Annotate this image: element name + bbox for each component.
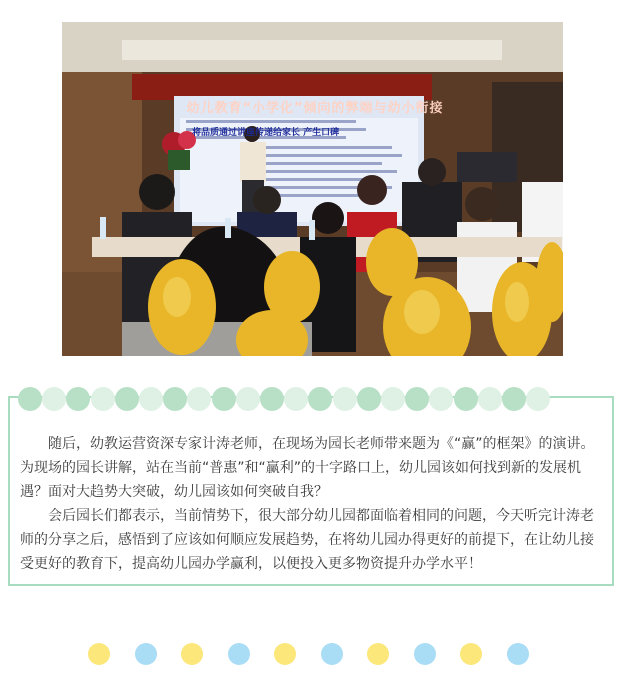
scallop-circle	[478, 387, 502, 411]
article-body	[20, 432, 604, 576]
decorative-dot	[88, 643, 110, 665]
decorative-dot	[367, 643, 389, 665]
scallop-circle	[502, 387, 526, 411]
scallop-circle	[91, 387, 115, 411]
decorative-dot	[507, 643, 529, 665]
scallop-circle	[212, 387, 236, 411]
event-photo	[62, 22, 563, 356]
scallop-circle	[236, 387, 260, 411]
scallop-circle	[260, 387, 284, 411]
scallop-circle	[308, 387, 332, 411]
scallop-circle	[381, 387, 405, 411]
scallop-circle	[139, 387, 163, 411]
scallop-circle	[42, 387, 66, 411]
article-card	[8, 396, 614, 586]
photo-scene	[62, 22, 563, 356]
scallop-circle	[357, 387, 381, 411]
decorative-dot	[414, 643, 436, 665]
decorative-dot	[135, 643, 157, 665]
banner-text: 幼儿教育“小学化”倾向的弊端与幼小衔接	[186, 101, 444, 116]
decorative-dot	[228, 643, 250, 665]
scallop-circle	[429, 387, 453, 411]
scallop-circle	[163, 387, 187, 411]
article-paragraph: 随后，幼教运营资深专家计涛老师，在现场为园长老师带来题为《“赢”的框架》的演讲。为现场的园长讲解，站在当前“普惠”和“赢利”的十字路口上，幼儿园该如何找到新的发展机遇？面对大趋势大突破，幼儿园该如何突破自我？	[20, 436, 595, 500]
slide-title: 将品质通过讲座传递给家长 产生口碑	[192, 128, 340, 138]
decorative-dot	[460, 643, 482, 665]
scallop-border	[18, 398, 550, 422]
scallop-circle	[526, 387, 550, 411]
scallop-circle	[187, 387, 211, 411]
decorative-dot	[274, 643, 296, 665]
scallop-circle	[115, 387, 139, 411]
scallop-circle	[405, 387, 429, 411]
decorative-dot	[181, 643, 203, 665]
scallop-circle	[284, 387, 308, 411]
scallop-circle	[18, 387, 42, 411]
scallop-circle	[66, 387, 90, 411]
decorative-dot	[321, 643, 343, 665]
scallop-circle	[333, 387, 357, 411]
scallop-circle	[454, 387, 478, 411]
article-paragraph: 会后园长们都表示，当前情势下，很大部分幼儿园都面临着相同的问题，今天听完计涛老师的分享之后，感悟到了应该如何顺应发展趋势，在将幼儿园办得更好的前提下，在让幼儿接受更好的教育下，提高幼儿园办学赢利，以便投入更多物资提升办学水平！	[20, 508, 594, 572]
decorative-dots	[88, 643, 538, 667]
